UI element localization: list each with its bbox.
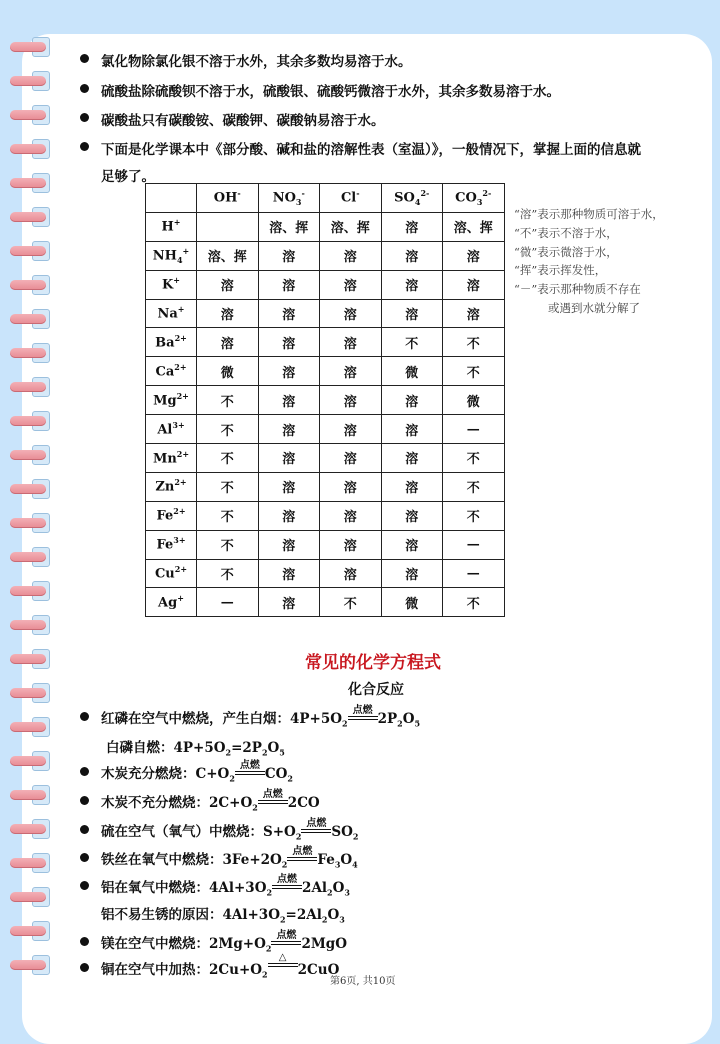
- cation-cell: $Mn^{2+}$: [146, 444, 197, 473]
- solubility-cell: 溶: [258, 472, 320, 501]
- binding-ring: [10, 104, 54, 126]
- solubility-cell: 溶: [381, 299, 443, 328]
- solubility-cell: 溶: [320, 328, 382, 357]
- bullet-icon: [80, 825, 89, 834]
- equation-aluminum-rust: 铝不易生锈的原因：$4Al+3O_2=2Al_2O_3$: [101, 907, 345, 925]
- solubility-cell: 溶: [258, 386, 320, 415]
- solubility-cell: 溶: [443, 270, 505, 299]
- cation-cell: $Zn^{2+}$: [146, 472, 197, 501]
- ignite-condition: 点燃: [235, 756, 265, 775]
- equation-sulfur: 硫在空气（氧气）中燃烧：$S+O_2$点燃 $SO_2$: [101, 820, 359, 842]
- equation-magnesium: 镁在空气中燃烧：$2Mg+O_2$点燃 2MgO: [101, 932, 347, 954]
- bullet-icon: [80, 84, 89, 93]
- solubility-cell: 不: [443, 444, 505, 473]
- solubility-cell: 不: [197, 444, 259, 473]
- cation-cell: Ag+: [146, 588, 197, 617]
- cation-cell: Na+: [146, 299, 197, 328]
- binding-ring: [10, 172, 54, 194]
- equation-carbon-incomplete: 木炭不充分燃烧：$2C+O_2$点燃 2CO: [101, 791, 320, 813]
- solubility-cell: 溶: [258, 241, 320, 270]
- rule-carbonates: 碳酸盐只有碳酸铵、碳酸钾、碳酸钠易溶于水。: [101, 113, 385, 129]
- table-intro-line2: 足够了。: [101, 169, 155, 185]
- cation-cell: K+: [146, 270, 197, 299]
- equation-carbon-complete: 木炭充分燃烧：$C+O_2$点燃 $CO_2$: [101, 762, 293, 784]
- solubility-cell: 溶: [381, 472, 443, 501]
- binding-ring: [10, 784, 54, 806]
- solubility-cell: 不: [443, 501, 505, 530]
- header-cell: $SO_4^{2-}$: [381, 184, 443, 213]
- ignite-condition: 点燃: [271, 926, 301, 945]
- solubility-cell: 溶、挥: [197, 241, 259, 270]
- ignite-condition: 点燃: [258, 785, 288, 804]
- table-legend: [514, 205, 664, 318]
- legend-line: “微”表示微溶于水，: [514, 244, 618, 259]
- table-row: [146, 530, 505, 559]
- solubility-cell: 溶: [320, 501, 382, 530]
- solubility-cell: 溶: [258, 357, 320, 386]
- table-corner-cell: [146, 184, 197, 213]
- solubility-cell: —: [443, 415, 505, 444]
- solubility-cell: 溶: [320, 530, 382, 559]
- binding-ring: [10, 852, 54, 874]
- table-row: [146, 386, 505, 415]
- solubility-cell: 溶: [381, 501, 443, 530]
- solubility-cell: 不: [443, 357, 505, 386]
- equation-white-phosphorus: 白磷自燃：$4P+5O_2=2P_2O_5$: [106, 740, 285, 758]
- rule-chlorides: 氯化物除氯化银不溶于水外，其余多数均易溶于水。: [101, 54, 412, 70]
- table-row: [146, 328, 505, 357]
- table-row: [146, 299, 505, 328]
- bullet-icon: [80, 712, 89, 721]
- legend-line: “挥”表示挥发性，: [514, 263, 607, 278]
- bullet-icon: [80, 937, 89, 946]
- solubility-cell: 溶: [381, 444, 443, 473]
- solubility-cell: —: [443, 530, 505, 559]
- cation-cell: $Mg^{2+}$: [146, 386, 197, 415]
- equation-copper: 铜在空气中加热：$2Cu+O_2\triangle$ 2CuO: [101, 952, 340, 980]
- solubility-cell: 溶: [258, 501, 320, 530]
- solubility-cell: 溶: [258, 299, 320, 328]
- ignite-condition: 点燃: [348, 701, 378, 720]
- solubility-cell: 溶: [197, 328, 259, 357]
- table-header-row: [146, 184, 505, 213]
- binding-ring: [10, 886, 54, 908]
- cation-cell: $Ca^{2+}$: [146, 357, 197, 386]
- solubility-cell: 溶: [320, 472, 382, 501]
- header-cell: $CO_3^{2-}$: [443, 184, 505, 213]
- bullet-icon: [80, 963, 89, 972]
- legend-line: “－”表示那种物质不存在: [514, 282, 641, 297]
- solubility-cell: 溶: [320, 415, 382, 444]
- equation-aluminum: 铝在氧气中燃烧：$4Al+3O_2$点燃 $2Al_2O_3$: [101, 876, 350, 898]
- solubility-cell: 溶: [258, 588, 320, 617]
- solubility-cell: 溶: [320, 299, 382, 328]
- header-cell: $NO_3^-$: [258, 184, 320, 213]
- solubility-cell: 不: [197, 501, 259, 530]
- solubility-cell: —: [197, 588, 259, 617]
- table-row: [146, 212, 505, 241]
- header-cell: Cl-: [320, 184, 382, 213]
- table-row: [146, 357, 505, 386]
- binding-ring: [10, 36, 54, 58]
- legend-line: 或遇到水就分解了: [548, 300, 640, 315]
- bullet-icon: [80, 881, 89, 890]
- solubility-cell: 溶: [320, 357, 382, 386]
- table-row: [146, 270, 505, 299]
- binding-ring: [10, 818, 54, 840]
- solubility-cell: 溶: [320, 270, 382, 299]
- table-row: [146, 472, 505, 501]
- solubility-cell: 溶: [381, 386, 443, 415]
- table-intro-line1: 下面是化学课本中《部分酸、碱和盐的溶解性表（室温）》，一般情况下，掌握上面的信息就: [101, 142, 641, 158]
- solubility-cell: —: [443, 559, 505, 588]
- binding-ring: [10, 138, 54, 160]
- binding-ring: [10, 410, 54, 432]
- solubility-cell: 不: [443, 328, 505, 357]
- solubility-cell: 溶、挥: [258, 212, 320, 241]
- solubility-cell: 不: [197, 415, 259, 444]
- bullet-icon: [80, 113, 89, 122]
- subsection-title: 化合反应: [348, 682, 404, 698]
- page-footer: 第6页, 共10页: [330, 976, 396, 987]
- cation-cell: $Al^{3+}$: [146, 415, 197, 444]
- solubility-cell: 不: [197, 559, 259, 588]
- solubility-cell: 不: [443, 588, 505, 617]
- binding-ring: [10, 580, 54, 602]
- solubility-cell: 溶: [320, 559, 382, 588]
- equation-red-phosphorus: 红磷在空气中燃烧，产生白烟：$4P+5O_2$点燃 $2P_2O_5$: [101, 707, 420, 729]
- table-row: [146, 444, 505, 473]
- solubility-cell: 溶: [381, 241, 443, 270]
- binding-ring: [10, 240, 54, 262]
- equation-iron: 铁丝在氧气中燃烧：$3Fe+2O_2$点燃 $Fe_3O_4$: [101, 848, 358, 870]
- spiral-binding: [0, 36, 60, 996]
- solubility-cell: 溶: [381, 530, 443, 559]
- solubility-cell: 溶: [381, 415, 443, 444]
- solubility-cell: 微: [381, 357, 443, 386]
- cation-cell: H+: [146, 212, 197, 241]
- binding-ring: [10, 342, 54, 364]
- binding-ring: [10, 70, 54, 92]
- bullet-icon: [80, 767, 89, 776]
- cation-cell: $Fe^{2+}$: [146, 501, 197, 530]
- heat-condition: △: [268, 952, 298, 967]
- solubility-cell: 溶: [197, 270, 259, 299]
- binding-ring: [10, 274, 54, 296]
- solubility-cell: 溶: [258, 328, 320, 357]
- binding-ring: [10, 478, 54, 500]
- cation-cell: $Fe^{3+}$: [146, 530, 197, 559]
- solubility-cell: 不: [197, 472, 259, 501]
- binding-ring: [10, 308, 54, 330]
- binding-ring: [10, 750, 54, 772]
- solubility-cell: 溶: [381, 212, 443, 241]
- binding-ring: [10, 954, 54, 976]
- bullet-icon: [80, 796, 89, 805]
- legend-line: “溶”表示那种物质可溶于水，: [514, 207, 664, 221]
- cation-cell: $Cu^{2+}$: [146, 559, 197, 588]
- solubility-cell: 溶: [258, 444, 320, 473]
- solubility-cell: 不: [197, 530, 259, 559]
- bullet-icon: [80, 54, 89, 63]
- legend-line: “不”表示不溶于水，: [514, 225, 618, 240]
- solubility-cell: 溶: [258, 270, 320, 299]
- binding-ring: [10, 682, 54, 704]
- table-row: [146, 501, 505, 530]
- cation-cell: $NH_4^+$: [146, 241, 197, 270]
- cation-cell: $Ba^{2+}$: [146, 328, 197, 357]
- solubility-cell: 微: [197, 357, 259, 386]
- solubility-cell: 溶: [258, 415, 320, 444]
- solubility-cell: 溶: [320, 386, 382, 415]
- binding-ring: [10, 920, 54, 942]
- solubility-cell: 不: [443, 472, 505, 501]
- bullet-icon: [80, 853, 89, 862]
- table-row: [146, 241, 505, 270]
- binding-ring: [10, 716, 54, 738]
- binding-ring: [10, 546, 54, 568]
- solubility-table: [145, 183, 505, 617]
- binding-ring: [10, 206, 54, 228]
- binding-ring: [10, 614, 54, 636]
- ignite-condition: 点燃: [272, 870, 302, 889]
- binding-ring: [10, 376, 54, 398]
- solubility-cell: 溶: [443, 299, 505, 328]
- solubility-cell: 溶、挥: [320, 212, 382, 241]
- binding-ring: [10, 648, 54, 670]
- binding-ring: [10, 444, 54, 466]
- solubility-cell: 不: [197, 386, 259, 415]
- solubility-cell: 溶: [258, 559, 320, 588]
- table-row: [146, 559, 505, 588]
- solubility-cell: 溶: [258, 530, 320, 559]
- bullet-icon: [80, 142, 89, 151]
- solubility-cell: 溶: [320, 241, 382, 270]
- rule-sulfates: 硫酸盐除硫酸钡不溶于水，硫酸银、硫酸钙微溶于水外，其余多数易溶于水。: [101, 84, 560, 100]
- header-cell: OH-: [197, 184, 259, 213]
- table-row: [146, 415, 505, 444]
- solubility-cell: 不: [320, 588, 382, 617]
- solubility-cell: 溶: [320, 444, 382, 473]
- solubility-cell: 不: [381, 328, 443, 357]
- solubility-cell: 溶、挥: [443, 212, 505, 241]
- ignite-condition: 点燃: [287, 842, 317, 861]
- solubility-cell: 微: [381, 588, 443, 617]
- solubility-cell: 微: [443, 386, 505, 415]
- solubility-cell: 溶: [197, 299, 259, 328]
- solubility-cell: 溶: [381, 270, 443, 299]
- solubility-cell: 溶: [443, 241, 505, 270]
- table-row: [146, 588, 505, 617]
- section-title: 常见的化学方程式: [305, 653, 441, 673]
- binding-ring: [10, 512, 54, 534]
- ignite-condition: 点燃: [301, 814, 331, 833]
- solubility-cell: [197, 212, 259, 241]
- solubility-cell: 溶: [381, 559, 443, 588]
